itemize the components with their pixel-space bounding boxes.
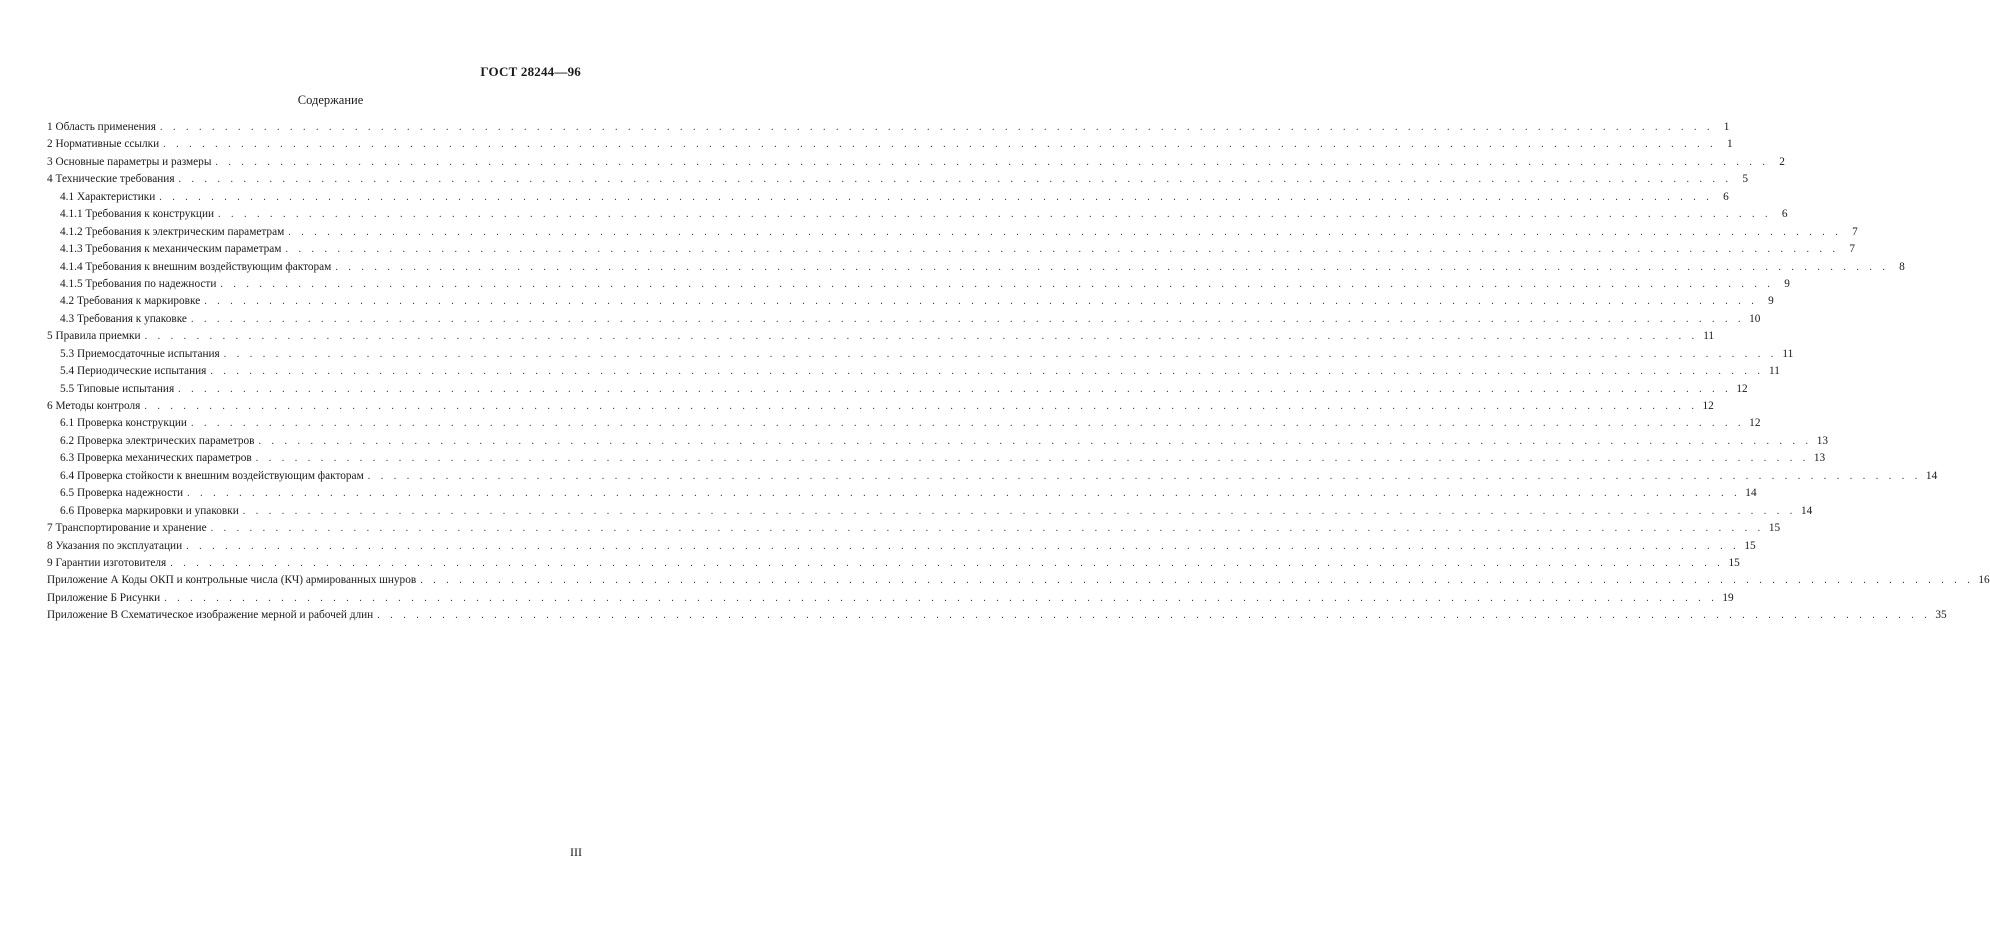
toc-entry[interactable] bbox=[47, 224, 1858, 241]
dot-leader: . . . . . . . . . . . . . . . . . . . . . . . . . . . . . . . . . . . . . . . . . . . . . . . . . . . . . . . . . . . . . . . . . . . . . . . . . . . . . . . . . . . . . . . . . . . . . . . . . . . . . . . . . . . . . . . . . . . . . . . . bbox=[178, 383, 1732, 395]
toc-entry[interactable] bbox=[47, 398, 1714, 415]
toc-entry-title: 4.2 Требования к маркировке bbox=[60, 295, 201, 308]
toc-entry-page: 13 bbox=[1813, 452, 1826, 465]
toc-entry-page: 12 bbox=[1736, 382, 1748, 395]
toc-entry-title: 4.1.2 Требования к электрическим параметрам bbox=[60, 225, 285, 238]
toc-entry-page: 12 bbox=[1749, 417, 1761, 430]
dot-leader: . . . . . . . . . . . . . . . . . . . . . . . . . . . . . . . . . . . . . . . . . . . . . . . . . . . . . . . . . . . . . . . . . . . . . . . . . . . . . . . . . . . . . . . . . . . . . . . . . . . . . . . . . . . . . . . . . . . . . . . . bbox=[288, 226, 1842, 238]
toc-entry-page: 7 bbox=[1852, 225, 1858, 238]
toc-entry[interactable] bbox=[47, 189, 1729, 206]
dot-leader: . . . . . . . . . . . . . . . . . . . . . . . . . . . . . . . . . . . . . . . . . . . . . . . . . . . . . . . . . . . . . . . . . . . . . . . . . . . . . . . . . . . . . . . . . . . . . . . . . . . . . . . . . . . . . . . . . . . . . . . . bbox=[420, 575, 1974, 587]
toc-entry[interactable] bbox=[47, 572, 1990, 589]
toc-entry-page: 1 bbox=[1726, 138, 1733, 151]
toc-entry-page: 14 bbox=[1925, 469, 1938, 482]
dot-leader: . . . . . . . . . . . . . . . . . . . . . . . . . . . . . . . . . . . . . . . . . . . . . . . . . . . . . . . . . . . . . . . . . . . . . . . . . . . . . . . . . . . . . . . . . . . . . . . . . . . . . . . . . . . . . . . . . . . . . . . . bbox=[210, 523, 1765, 535]
toc-entry[interactable] bbox=[47, 206, 1788, 223]
toc-entry-page: 19 bbox=[1722, 591, 1734, 604]
toc-entry-page: 12 bbox=[1702, 400, 1714, 412]
toc-entry-title: 9 Гарантии изготовителя bbox=[47, 556, 167, 569]
dot-leader: . . . . . . . . . . . . . . . . . . . . . . . . . . . . . . . . . . . . . . . . . . . . . . . . . . . . . . . . . . . . . . . . . . . . . . . . . . . . . . . . . . . . . . . . . . . . . . . . . . . . . . . . . . . . . . . . . . . . . . . . bbox=[190, 418, 1745, 430]
toc-entry[interactable] bbox=[47, 520, 1781, 537]
dot-leader: . . . . . . . . . . . . . . . . . . . . . . . . . . . . . . . . . . . . . . . . . . . . . . . . . . . . . . . . . . . . . . . . . . . . . . . . . . . . . . . . . . . . . . . . . . . . . . . . . . . . . . . . . . . . . . . . . . . . . . . . bbox=[367, 470, 1922, 482]
toc-entry[interactable] bbox=[47, 136, 1733, 153]
toc-entry-page: 5 bbox=[1742, 173, 1749, 186]
dot-leader: . . . . . . . . . . . . . . . . . . . . . . . . . . . . . . . . . . . . . . . . . . . . . . . . . . . . . . . . . . . . . . . . . . . . . . . . . . . . . . . . . . . . . . . . . . . . . . . . . . . . . . . . . . . . . . . . . . . . . . . . bbox=[210, 366, 1764, 378]
toc-entry-page: 15 bbox=[1744, 539, 1756, 552]
dot-leader: . . . . . . . . . . . . . . . . . . . . . . . . . . . . . . . . . . . . . . . . . . . . . . . . . . . . . . . . . . . . . . . . . . . . . . . . . . . . . . . . . . . . . . . . . . . . . . . . . . . . . . . . . . . . . . . . . . . . . . . . bbox=[218, 209, 1772, 221]
toc-entry-page: 15 bbox=[1728, 556, 1740, 569]
toc-entry-page: 11 bbox=[1768, 365, 1780, 378]
dot-leader: . . . . . . . . . . . . . . . . . . . . . . . . . . . . . . . . . . . . . . . . . . . . . . . . . . . . . . . . . . . . . . . . . . . . . . . . . . . . . . . . . . . . . . . . . . . . . . . . . . . . . . . . . . . . . . . . . . . . . . . . bbox=[178, 174, 1733, 186]
toc-entry[interactable] bbox=[47, 363, 1780, 380]
toc-entry-title: 7 Транспортирование и хранение bbox=[47, 522, 207, 535]
toc-entry[interactable] bbox=[47, 450, 1826, 467]
toc-entry[interactable] bbox=[47, 485, 1757, 502]
toc-entry-page: 35 bbox=[1935, 609, 1947, 622]
toc-entry-page: 9 bbox=[1784, 277, 1790, 290]
toc-title: Содержание bbox=[297, 93, 364, 107]
toc-entry[interactable] bbox=[47, 154, 1785, 171]
toc-entry-title: Приложение В Схематическое изображение мерной и рабочей длин bbox=[47, 609, 374, 622]
dot-leader: . . . . . . . . . . . . . . . . . . . . . . . . . . . . . . . . . . . . . . . . . . . . . . . . . . . . . . . . . . . . . . . . . . . . . . . . . . . . . . . . . . . . . . . . . . . . . . . . . . . . . . . . . . . . . . . . . . . . . . . . bbox=[164, 592, 1718, 604]
dot-leader: . . . . . . . . . . . . . . . . . . . . . . . . . . . . . . . . . . . . . . . . . . . . . . . . . . . . . . . . . . . . . . . . . . . . . . . . . . . . . . . . . . . . . . . . . . . . . . . . . . . . . . . . . . . . . . . . . . . . . . . . bbox=[170, 557, 1724, 569]
toc-entry-page: 1 bbox=[1723, 121, 1730, 133]
toc-entry[interactable] bbox=[47, 415, 1761, 432]
toc-entry-title: 5.4 Периодические испытания bbox=[60, 365, 207, 378]
toc-entry-page: 6 bbox=[1781, 208, 1788, 221]
toc-entry[interactable] bbox=[47, 468, 1938, 485]
page-number: III bbox=[570, 845, 582, 859]
toc-entry[interactable] bbox=[47, 538, 1756, 555]
dot-leader: . . . . . . . . . . . . . . . . . . . . . . . . . . . . . . . . . . . . . . . . . . . . . . . . . . . . . . . . . . . . . . . . . . . . . . . . . . . . . . . . . . . . . . . . . . . . . . . . . . . . . . . . . . . . . . . . . . . . . . . . bbox=[220, 278, 1774, 290]
toc-entry-title: 2 Нормативные ссылки bbox=[47, 138, 160, 151]
dot-leader: . . . . . . . . . . . . . . . . . . . . . . . . . . . . . . . . . . . . . . . . . . . . . . . . . . . . . . . . . . . . . . . . . . . . . . . . . . . . . . . . . . . . . . . . . . . . . . . . . . . . . . . . . . . . . . . . . . . . . . . . bbox=[144, 401, 1698, 412]
toc-entry-title: Приложение Б Рисунки bbox=[47, 591, 161, 604]
toc-entry-title: 4.3 Требования к упаковке bbox=[60, 312, 187, 325]
toc-entry-page: 6 bbox=[1723, 190, 1729, 203]
toc-entry[interactable] bbox=[47, 433, 1828, 450]
toc-entry-page: 14 bbox=[1745, 487, 1757, 500]
toc-entry-title: 6.4 Проверка стойкости к внешним воздействующим факторам bbox=[60, 469, 364, 482]
toc-entry-title: 6 Методы контроля bbox=[47, 400, 141, 412]
toc-entry[interactable] bbox=[47, 607, 1947, 624]
toc-entry-title: 4.1 Характеристики bbox=[60, 190, 156, 203]
dot-leader: . . . . . . . . . . . . . . . . . . . . . . . . . . . . . . . . . . . . . . . . . . . . . . . . . . . . . . . . . . . . . . . . . . . . . . . . . . . . . . . . . . . . . . . . . . . . . . . . . . . . . . . . . . . . . . . . . . . . . . . . bbox=[159, 122, 1714, 133]
dot-leader: . . . . . . . . . . . . . . . . . . . . . . . . . . . . . . . . . . . . . . . . . . . . . . . . . . . . . . . . . . . . . . . . . . . . . . . . . . . . . . . . . . . . . . . . . . . . . . . . . . . . . . . . . . . . . . . . . . . . . . . . bbox=[204, 296, 1758, 308]
toc-entry[interactable] bbox=[47, 119, 1730, 136]
toc-entry-title: 6.1 Проверка конструкции bbox=[60, 417, 187, 430]
toc-entry-page: 9 bbox=[1768, 295, 1774, 308]
dot-leader: . . . . . . . . . . . . . . . . . . . . . . . . . . . . . . . . . . . . . . . . . . . . . . . . . . . . . . . . . . . . . . . . . . . . . . . . . . . . . . . . . . . . . . . . . . . . . . . . . . . . . . . . . . . . . . . . . . . . . . . . bbox=[215, 156, 1769, 168]
toc-entry-page: 8 bbox=[1899, 260, 1905, 273]
toc-entry-title: 3 Основные параметры и размеры bbox=[47, 155, 212, 168]
toc-entry[interactable] bbox=[47, 241, 1855, 258]
toc-entry-title: 4.1.5 Требования по надежности bbox=[60, 277, 217, 290]
dot-leader: . . . . . . . . . . . . . . . . . . . . . . . . . . . . . . . . . . . . . . . . . . . . . . . . . . . . . . . . . . . . . . . . . . . . . . . . . . . . . . . . . . . . . . . . . . . . . . . . . . . . . . . . . . . . . . . . . . . . . . . . bbox=[223, 348, 1778, 360]
toc-entry-title: 6.2 Проверка электрических параметров bbox=[60, 434, 255, 447]
dot-leader: . . . . . . . . . . . . . . . . . . . . . . . . . . . . . . . . . . . . . . . . . . . . . . . . . . . . . . . . . . . . . . . . . . . . . . . . . . . . . . . . . . . . . . . . . . . . . . . . . . . . . . . . . . . . . . . . . . . . . . . . bbox=[242, 505, 1797, 517]
toc-entry-title: 5.3 Приемосдаточные испытания bbox=[60, 347, 220, 360]
dot-leader: . . . . . . . . . . . . . . . . . . . . . . . . . . . . . . . . . . . . . . . . . . . . . . . . . . . . . . . . . . . . . . . . . . . . . . . . . . . . . . . . . . . . . . . . . . . . . . . . . . . . . . . . . . . . . . . . . . . . . . . . bbox=[190, 313, 1745, 325]
toc-entry-title: 6.5 Проверка надежности bbox=[60, 487, 184, 500]
toc-entry[interactable] bbox=[47, 346, 1794, 363]
dot-leader: . . . . . . . . . . . . . . . . . . . . . . . . . . . . . . . . . . . . . . . . . . . . . . . . . . . . . . . . . . . . . . . . . . . . . . . . . . . . . . . . . . . . . . . . . . . . . . . . . . . . . . . . . . . . . . . . . . . . . . . . bbox=[186, 540, 1740, 552]
toc-entry-title: 4 Технические требования bbox=[47, 173, 175, 186]
toc-entry[interactable] bbox=[47, 293, 1774, 310]
toc-entry-title: 1 Область применения bbox=[47, 121, 156, 133]
dot-leader: . . . . . . . . . . . . . . . . . . . . . . . . . . . . . . . . . . . . . . . . . . . . . . . . . . . . . . . . . . . . . . . . . . . . . . . . . . . . . . . . . . . . . . . . . . . . . . . . . . . . . . . . . . . . . . . . . . . . . . . . bbox=[144, 331, 1699, 343]
toc-entry[interactable] bbox=[47, 171, 1749, 188]
dot-leader: . . . . . . . . . . . . . . . . . . . . . . . . . . . . . . . . . . . . . . . . . . . . . . . . . . . . . . . . . . . . . . . . . . . . . . . . . . . . . . . . . . . . . . . . . . . . . . . . . . . . . . . . . . . . . . . . . . . . . . . . bbox=[377, 610, 1931, 622]
toc-entry[interactable] bbox=[47, 555, 1740, 572]
table-of-contents bbox=[47, 119, 1990, 625]
toc-entry[interactable] bbox=[47, 276, 1790, 293]
toc-entry-page: 11 bbox=[1782, 347, 1794, 360]
toc-entry-page: 2 bbox=[1779, 155, 1785, 168]
toc-entry-title: Приложение А Коды ОКП и контрольные числа (КЧ) армированных шнуров bbox=[47, 574, 417, 587]
toc-entry-page: 10 bbox=[1749, 312, 1761, 325]
dot-leader: . . . . . . . . . . . . . . . . . . . . . . . . . . . . . . . . . . . . . . . . . . . . . . . . . . . . . . . . . . . . . . . . . . . . . . . . . . . . . . . . . . . . . . . . . . . . . . . . . . . . . . . . . . . . . . . . . . . . . . . . bbox=[285, 244, 1839, 256]
toc-entry-title: 6.3 Проверка механических параметров bbox=[60, 452, 252, 465]
dot-leader: . . . . . . . . . . . . . . . . . . . . . . . . . . . . . . . . . . . . . . . . . . . . . . . . . . . . . . . . . . . . . . . . . . . . . . . . . . . . . . . . . . . . . . . . . . . . . . . . . . . . . . . . . . . . . . . . . . . . . . . . bbox=[163, 139, 1717, 151]
dot-leader: . . . . . . . . . . . . . . . . . . . . . . . . . . . . . . . . . . . . . . . . . . . . . . . . . . . . . . . . . . . . . . . . . . . . . . . . . . . . . . . . . . . . . . . . . . . . . . . . . . . . . . . . . . . . . . . . . . . . . . . . bbox=[335, 261, 1889, 273]
toc-entry-page: 7 bbox=[1849, 243, 1855, 256]
toc-entry-title: 5 Правила приемки bbox=[47, 330, 141, 343]
toc-entry-title: 6.6 Проверка маркировки и упаковки bbox=[60, 504, 239, 517]
dot-leader: . . . . . . . . . . . . . . . . . . . . . . . . . . . . . . . . . . . . . . . . . . . . . . . . . . . . . . . . . . . . . . . . . . . . . . . . . . . . . . . . . . . . . . . . . . . . . . . . . . . . . . . . . . . . . . . . . . . . . . . . bbox=[159, 191, 1713, 203]
toc-entry[interactable] bbox=[47, 381, 1748, 398]
toc-entry-title: 4.1.4 Требования к внешним воздействующим факторам bbox=[60, 260, 332, 273]
toc-entry-page: 11 bbox=[1703, 330, 1715, 343]
toc-entry-title: 5.5 Типовые испытания bbox=[60, 382, 175, 395]
toc-entry[interactable] bbox=[47, 503, 1813, 520]
toc-entry-page: 13 bbox=[1816, 434, 1828, 447]
toc-entry[interactable] bbox=[47, 590, 1734, 607]
standard-code: ГОСТ 28244—96 bbox=[480, 64, 581, 79]
dot-leader: . . . . . . . . . . . . . . . . . . . . . . . . . . . . . . . . . . . . . . . . . . . . . . . . . . . . . . . . . . . . . . . . . . . . . . . . . . . . . . . . . . . . . . . . . . . . . . . . . . . . . . . . . . . . . . . . . . . . . . . . bbox=[187, 488, 1741, 500]
toc-entry[interactable] bbox=[47, 311, 1761, 328]
toc-entry[interactable] bbox=[47, 259, 1905, 276]
dot-leader: . . . . . . . . . . . . . . . . . . . . . . . . . . . . . . . . . . . . . . . . . . . . . . . . . . . . . . . . . . . . . . . . . . . . . . . . . . . . . . . . . . . . . . . . . . . . . . . . . . . . . . . . . . . . . . . . . . . . . . . . bbox=[258, 435, 1812, 447]
toc-entry-page: 14 bbox=[1800, 504, 1813, 517]
toc-entry-title: 8 Указания по эксплуатации bbox=[47, 539, 183, 552]
toc-entry[interactable] bbox=[47, 328, 1715, 345]
toc-entry-page: 16 bbox=[1978, 574, 1990, 587]
dot-leader: . . . . . . . . . . . . . . . . . . . . . . . . . . . . . . . . . . . . . . . . . . . . . . . . . . . . . . . . . . . . . . . . . . . . . . . . . . . . . . . . . . . . . . . . . . . . . . . . . . . . . . . . . . . . . . . . . . . . . . . . bbox=[255, 453, 1810, 465]
toc-entry-title: 4.1.3 Требования к механическим параметрам bbox=[60, 243, 282, 256]
toc-entry-title: 4.1.1 Требования к конструкции bbox=[60, 208, 215, 221]
toc-entry-page: 15 bbox=[1768, 522, 1781, 535]
